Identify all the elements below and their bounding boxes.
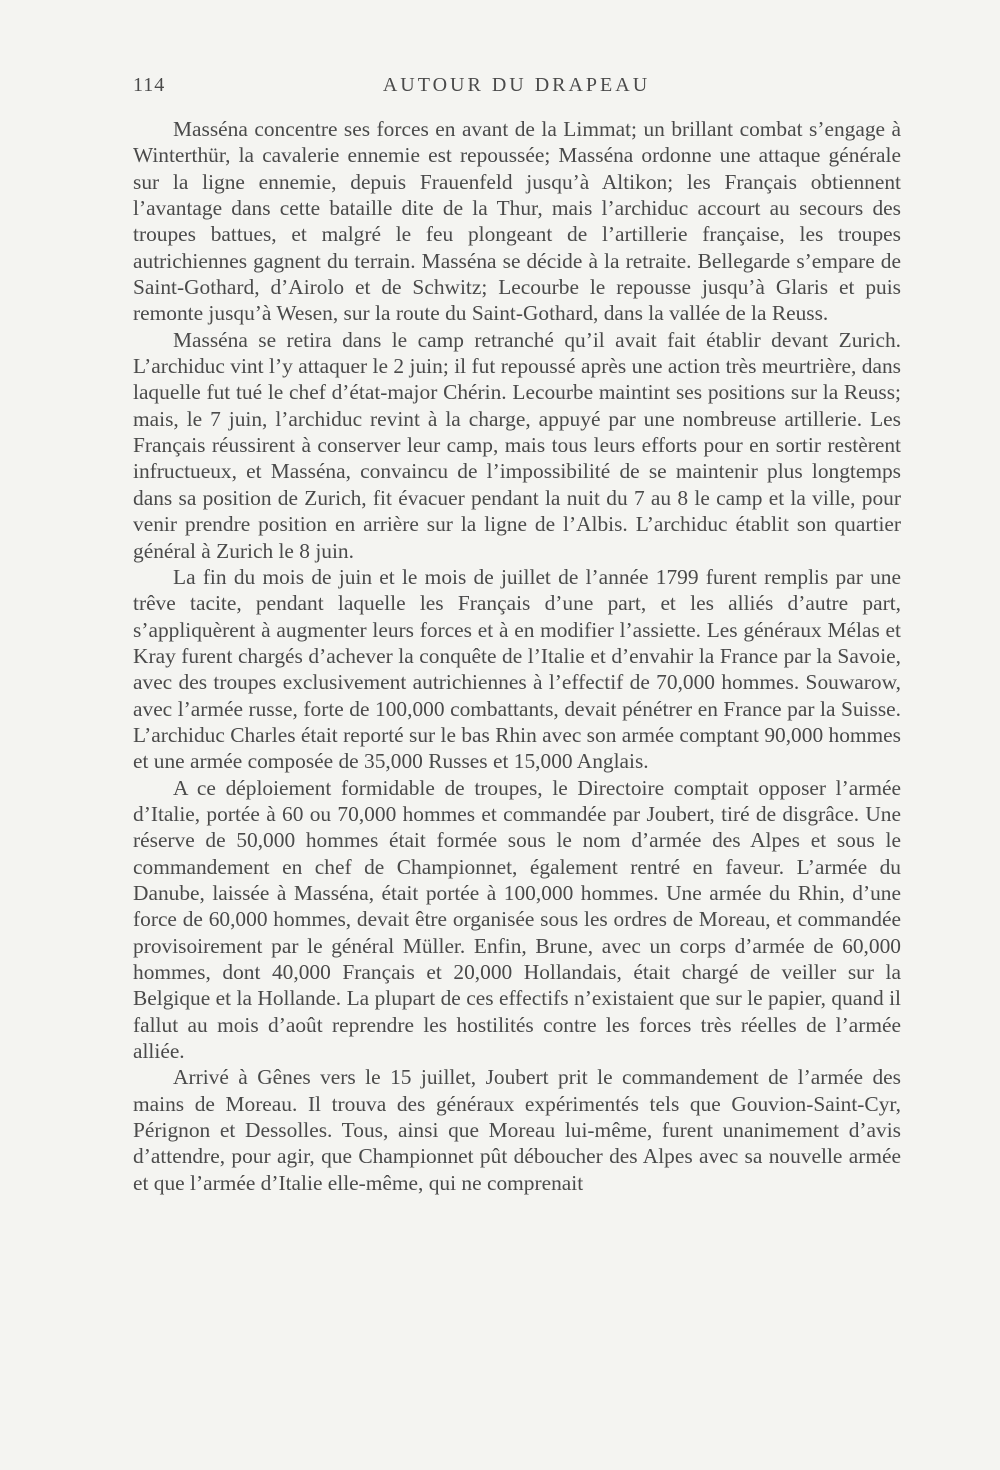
paragraph: La fin du mois de juin et le mois de juillet de l’année 1799 furent remplis par une trêve tacite, pendant laquelle les Français d’une part, et les alliés d’autre part, s’appliquèrent à augmenter leurs forces et à en modifier l’assiette. Les généraux Mélas et Kray furent chargés d’achever la conquête de l’Italie et d’envahir la France par la Savoie, avec des troupes exclusivement autrichiennes à l’effectif de 70,000 hommes. Souwarow, avec l’armée russe, forte de 100,000 combattants, devait pénétrer en France par la Suisse. L’archiduc Charles était reporté sur le bas Rhin avec son armée comptant 90,000 hommes et une armée composée de 35,000 Russes et 15,000 Anglais. [133, 564, 901, 774]
paragraph: Masséna se retira dans le camp retranché qu’il avait fait établir devant Zurich. L’archiduc vint l’y attaquer le 2 juin; il fut repoussé après une action très meurtrière, dans laquelle fut tué le chef d’état-major Chérin. Lecourbe maintint ses positions sur la Reuss; mais, le 7 juin, l’archiduc revint à la charge, appuyé par une nombreuse artillerie. Les Français réussirent à conserver leur camp, mais tous leurs efforts pour en sortir restèrent infructueux, et Masséna, convaincu de l’impossibilité de se maintenir plus longtemps dans sa position de Zurich, fit évacuer pendant la nuit du 7 au 8 le camp et la ville, pour venir prendre position en arrière sur la ligne de l’Albis. L’archiduc établit son quartier général à Zurich le 8 juin. [133, 327, 901, 563]
paragraph: A ce déploiement formidable de troupes, le Directoire comptait opposer l’armée d’Italie, portée à 60 ou 70,000 hommes et commandée par Joubert, tiré de disgrâce. Une réserve de 50,000 hommes était formée sous le nom d’armée des Alpes et sous le commandement en chef de Championnet, également rentré en faveur. L’armée du Danube, laissée à Masséna, était portée à 100,000 hommes. Une armée du Rhin, d’une force de 60,000 hommes, devait être organisée sous les ordres de Moreau, et commandée provisoirement par le général Müller. Enfin, Brune, avec un corps d’armée de 60,000 hommes, dont 40,000 Français et 20,000 Hollandais, était chargé de veiller sur la Belgique et la Hollande. La plupart de ces effectifs n’existaient que sur le papier, quand il fallut au mois d’août reprendre les hostilités contre les forces très réelles de l’armée alliée. [133, 775, 901, 1064]
page-number: 114 [133, 74, 166, 96]
paragraph: Masséna concentre ses forces en avant de la Limmat; un brillant combat s’engage à Winterthür, la cavalerie ennemie est repoussée; Masséna ordonne une attaque générale sur la ligne ennemie, depuis Frauenfeld jusqu’à Altikon; les Français obtiennent l’avantage dans cette bataille dite de la Thur, mais l’archiduc accourt au secours des troupes battues, et malgré le feu plongeant de l’artillerie française, les troupes autrichiennes gagnent du terrain. Masséna se décide à la retraite. Bellegarde s’empare de Saint-Gothard, d’Airolo et de Schwitz; Lecourbe le repousse jusqu’à Glaris et puis remonte jusqu’à Wesen, sur la route du Saint-Gothard, dans la vallée de la Reuss. [133, 117, 901, 326]
page-header [133, 74, 900, 104]
body-text [133, 116, 901, 1196]
paragraph: Arrivé à Gênes vers le 15 juillet, Joubert prit le commandement de l’armée des mains de Moreau. Il trouva des généraux expérimentés tels que Gouvion-Saint-Cyr, Pérignon et Dessolles. Tous, ainsi que Moreau lui-même, furent unanimement d’avis d’attendre, pour agir, que Championnet pût déboucher des Alpes avec sa nouvelle armée et que l’armée d’Italie elle-même, qui ne comprenait [133, 1065, 901, 1195]
running-title: AUTOUR DU DRAPEAU [382, 74, 651, 96]
